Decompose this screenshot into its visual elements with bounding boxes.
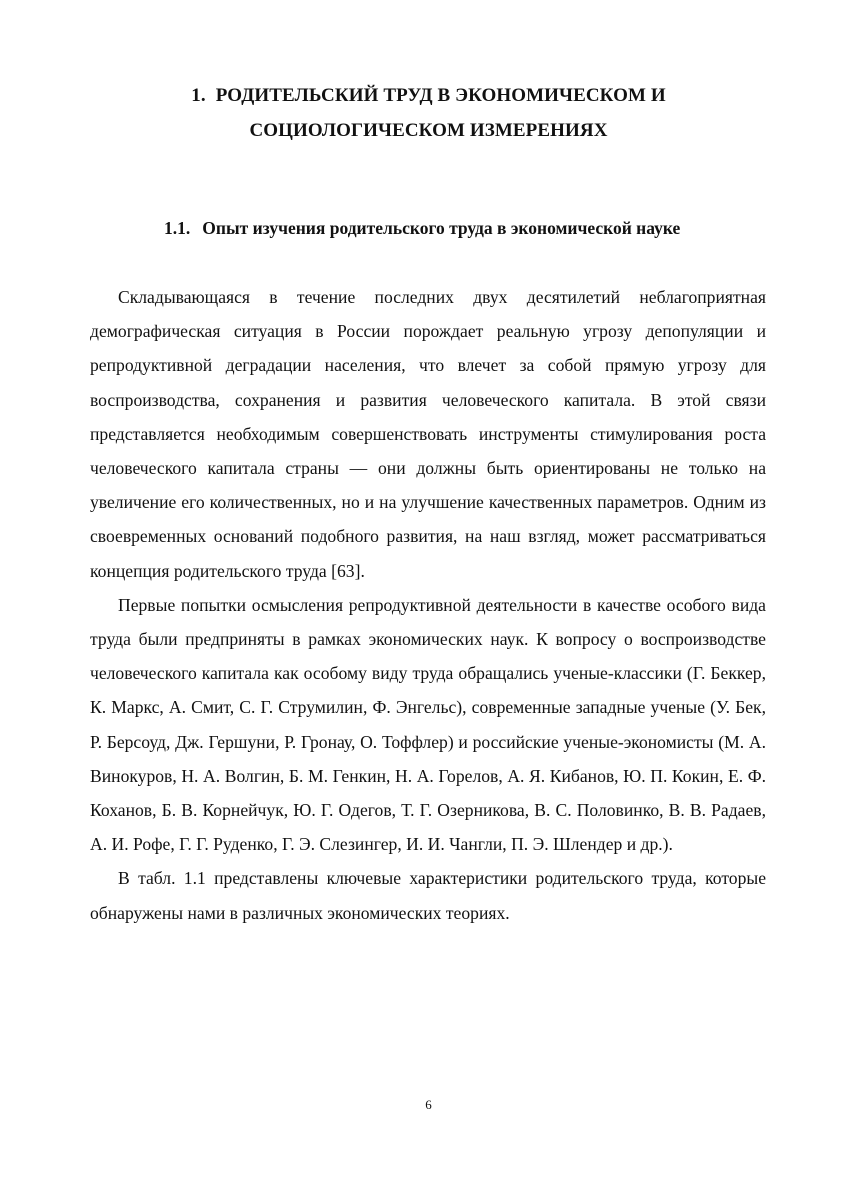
section-title	[164, 214, 804, 242]
body-text	[90, 280, 766, 930]
chapter-number: 1.	[191, 85, 206, 106]
page-number: 6	[425, 1097, 432, 1112]
section-number: 1.1.	[164, 218, 191, 238]
chapter-title-line2: СОЦИОЛОГИЧЕСКОМ ИЗМЕРЕНИЯХ	[249, 120, 608, 141]
chapter-title-text-1: РОДИТЕЛЬСКИЙ ТРУД В ЭКОНОМИЧЕСКОМ И	[215, 85, 666, 106]
paragraph: В табл. 1.1 представлены ключевые характеристики родительского труда, которые обнаружены нами в различных экономических теориях.	[90, 868, 766, 923]
paragraph: Складывающаяся в течение последних двух десятилетий неблагоприятная демографическая ситуация в России порождает реальную угрозу депопуляции и репродуктивной деградации населения, что влечет за собой прямую угрозу для воспроизводства, сохранения и развития человеческого капитала. В этой связи представляется необходимым совершенствовать инструменты стимулирования роста человеческого капитала страны — они должны быть ориентированы не только на увеличение его количественных, но и на улучшение качественных параметров. Одним из своевременных оснований подобного развития, на наш взгляд, может рассматриваться концепция родительского труда [63].	[90, 287, 766, 581]
chapter-title-line1	[0, 78, 857, 113]
paragraph: Первые попытки осмысления репродуктивной деятельности в качестве особого вида труда были предприняты в рамках экономических наук. К вопросу о воспроизводстве человеческого капитала как особому виду труда обращались ученые-классики (Г. Беккер, К. Маркс, А. Смит, С. Г. Струмилин, Ф. Энгельс), современные западные ученые (У. Бек, Р. Берсоуд, Дж. Гершуни, Р. Гронау, О. Тоффлер) и российские ученые-экономисты (М. А. Винокуров, Н. А. Волгин, Б. М. Генкин, Н. А. Горелов, А. Я. Кибанов, Ю. П. Кокин, Е. Ф. Коханов, Б. В. Корнейчук, Ю. Г. Одегов, Т. Г. Озерникова, В. С. Половинко, В. В. Радаев, А. И. Рофе, Г. Г. Руденко, Г. Э. Слезингер, И. И. Чангли, П. Э. Шлендер и др.).	[90, 594, 766, 855]
section-title-text: Опыт изучения родительского труда в экономической науке	[202, 218, 681, 238]
chapter-title	[0, 78, 857, 148]
